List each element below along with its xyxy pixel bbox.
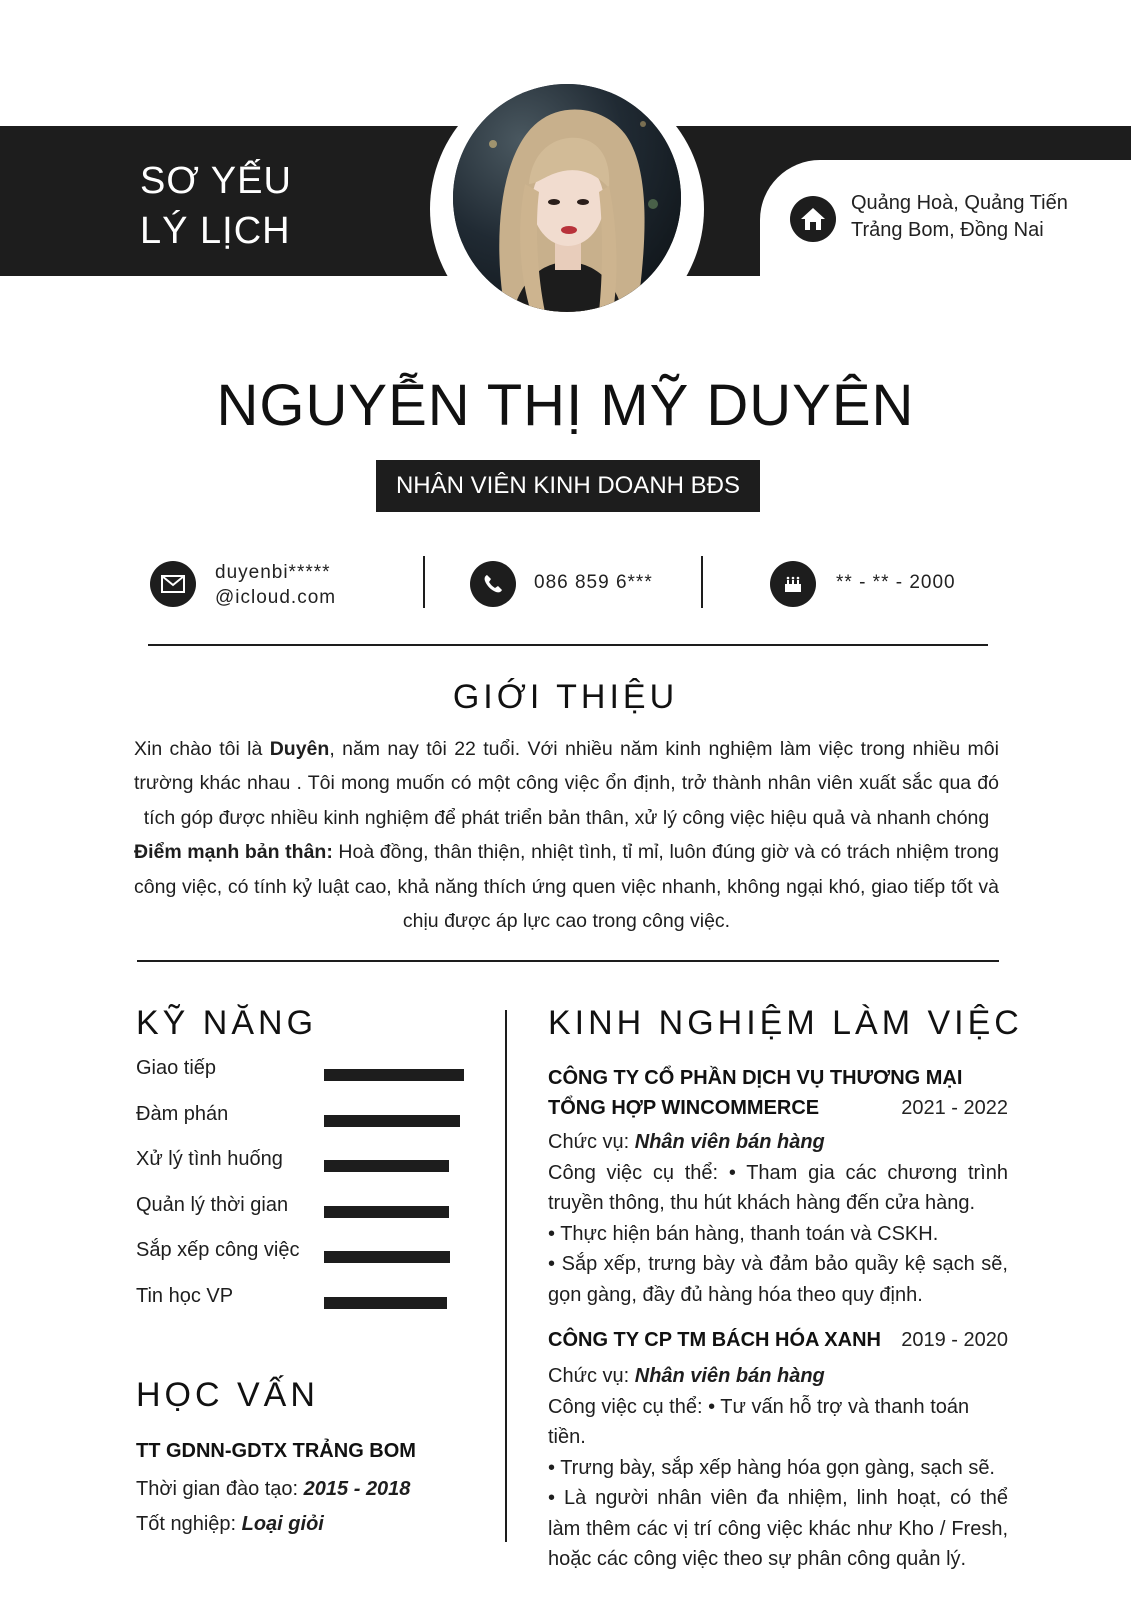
job-duty: • Sắp xếp, trưng bày và đảm bảo quầy kệ sạch sẽ, gọn gàng, đầy đủ hàng hóa theo quy định.: [548, 1253, 1008, 1306]
job-duty: • Là người nhân viên đa nhiệm, linh hoạt, có thể làm thêm các vị trí công việc khác như Kho / Fresh, hoặc các công việc theo sự phân công quản lý.: [548, 1487, 1008, 1570]
job-years: 2019 - 2020: [901, 1329, 1008, 1351]
skill-level-bar: [324, 1297, 447, 1309]
intro-paragraph: [134, 732, 999, 938]
email-line2: @icloud.com: [215, 587, 337, 608]
job-years: 2021 - 2022: [901, 1097, 1008, 1119]
phone-icon: [470, 561, 516, 607]
cake-icon: [770, 561, 816, 607]
education-title: HỌC VẤN: [136, 1376, 319, 1414]
education-period-value: 2015 - 2018: [303, 1478, 411, 1500]
job-position: [548, 1361, 1008, 1392]
education-period-label: Thời gian đào tạo:: [136, 1478, 304, 1500]
mail-icon: [150, 561, 196, 607]
intro-title: GIỚI THIỆU: [452, 678, 679, 716]
document-title: [140, 156, 292, 256]
skill-level-bar: [324, 1069, 464, 1081]
skill-label: Giao tiếp: [136, 1057, 217, 1079]
profile-photo: [453, 84, 681, 312]
intro-text-1: [134, 732, 999, 835]
divider-line: [137, 960, 999, 962]
skill-label: Sắp xếp công việc: [136, 1239, 300, 1261]
intro-text-2: [134, 835, 999, 938]
column-divider: [505, 1010, 507, 1542]
job-duty: Công việc cụ thể: • Tham gia các chương trình truyền thông, thu hút khách hàng đến cửa hàng.: [548, 1161, 1008, 1214]
education-grade-label: Tốt nghiệp:: [136, 1513, 242, 1535]
address: [851, 190, 1068, 244]
job-position-value: Nhân viên bán hàng: [634, 1131, 825, 1153]
email: [215, 560, 336, 610]
skill-label: Xử lý tình huống: [136, 1148, 283, 1170]
skills-title: KỸ NĂNG: [136, 1004, 318, 1042]
birthday: ** - ** - 2000: [836, 572, 956, 593]
skill-level-bar: [324, 1115, 460, 1127]
job-duty: Công việc cụ thể: • Tư vấn hỗ trợ và thanh toán tiền.: [548, 1395, 970, 1448]
phone-number: 086 859 6***: [534, 572, 653, 593]
job-company-line1: CÔNG TY CỔ PHẦN DỊCH VỤ THƯƠNG MẠI: [548, 1067, 963, 1089]
contact-divider: [701, 556, 703, 608]
document-title-line1: SƠ YẾU: [140, 160, 292, 202]
contact-divider: [423, 556, 425, 608]
divider-line: [148, 644, 988, 646]
skill-level-bar: [324, 1251, 450, 1263]
education-grade: [136, 1509, 324, 1540]
document-title-line2: LÝ LỊCH: [140, 210, 291, 252]
intro-text-plain: , năm nay tôi 22 tuổi. Với nhiều năm kinh nghiệm làm việc trong nhiều môi trường khác nhau . Tôi mong muốn có một công việc ổn định, trở thành nhân viên xuất sắc qua đó tích góp được nhiều kinh nghiệm để phát triển bản thân, xử lý công việc hiệu quả và nhanh chóng: [134, 738, 999, 829]
job-duty: • Trưng bày, sắp xếp hàng hóa gọn gàng, sạch sẽ.: [548, 1456, 995, 1479]
address-line1: Quảng Hoà, Quảng Tiến: [851, 192, 1068, 214]
job-company-line2: TỔNG HỢP WINCOMMERCE: [548, 1097, 820, 1119]
job-position-label: Chức vụ:: [548, 1365, 635, 1387]
strengths-text: Hoà đồng, thân thiện, nhiệt tình, tỉ mỉ, luôn đúng giờ và có trách nhiệm trong công việc, có tính kỷ luật cao, khả năng thích ứng quen việc nhanh, không ngại khó, giao tiếp tốt và chịu được áp lực cao trong công việc.: [134, 841, 999, 933]
address-line2: Trảng Bom, Đồng Nai: [851, 219, 1044, 241]
skill-label: Đàm phán: [136, 1102, 229, 1125]
intro-text-plain: Xin chào tôi là: [134, 738, 270, 760]
education-period: [136, 1474, 410, 1505]
job-duty: • Thực hiện bán hàng, thanh toán và CSKH.: [548, 1222, 939, 1245]
experience-title: KINH NGHIỆM LÀM VIỆC: [548, 1004, 1023, 1042]
job-title-badge: NHÂN VIÊN KINH DOANH BĐS: [376, 460, 760, 512]
job-position: [548, 1127, 1008, 1158]
job-company-row: [548, 1325, 1008, 1355]
skill-level-bar: [324, 1206, 449, 1218]
home-icon: [790, 196, 836, 242]
education-grade-value: Loại giỏi: [241, 1513, 324, 1535]
skill-label: Tin học VP: [136, 1284, 234, 1307]
school-name: TT GDNN-GDTX TRẢNG BOM: [136, 1440, 416, 1462]
skill-label: Quản lý thời gian: [136, 1193, 289, 1216]
job-company-line1: CÔNG TY CP TM BÁCH HÓA XANH: [548, 1329, 881, 1351]
email-line1: duyenbi*****: [215, 562, 331, 583]
job-position-label: Chức vụ:: [548, 1131, 635, 1153]
job-company-row: [548, 1093, 1008, 1123]
job-entry: [548, 1325, 1008, 1575]
job-position-value: Nhân viên bán hàng: [634, 1365, 825, 1387]
strengths-label: Điểm mạnh bản thân:: [134, 841, 333, 864]
job-entry: [548, 1063, 1008, 1310]
candidate-name: NGUYỄN THỊ MỸ DUYÊN: [216, 373, 915, 438]
intro-name-bold: Duyên: [269, 738, 330, 760]
skill-level-bar: [324, 1160, 449, 1172]
